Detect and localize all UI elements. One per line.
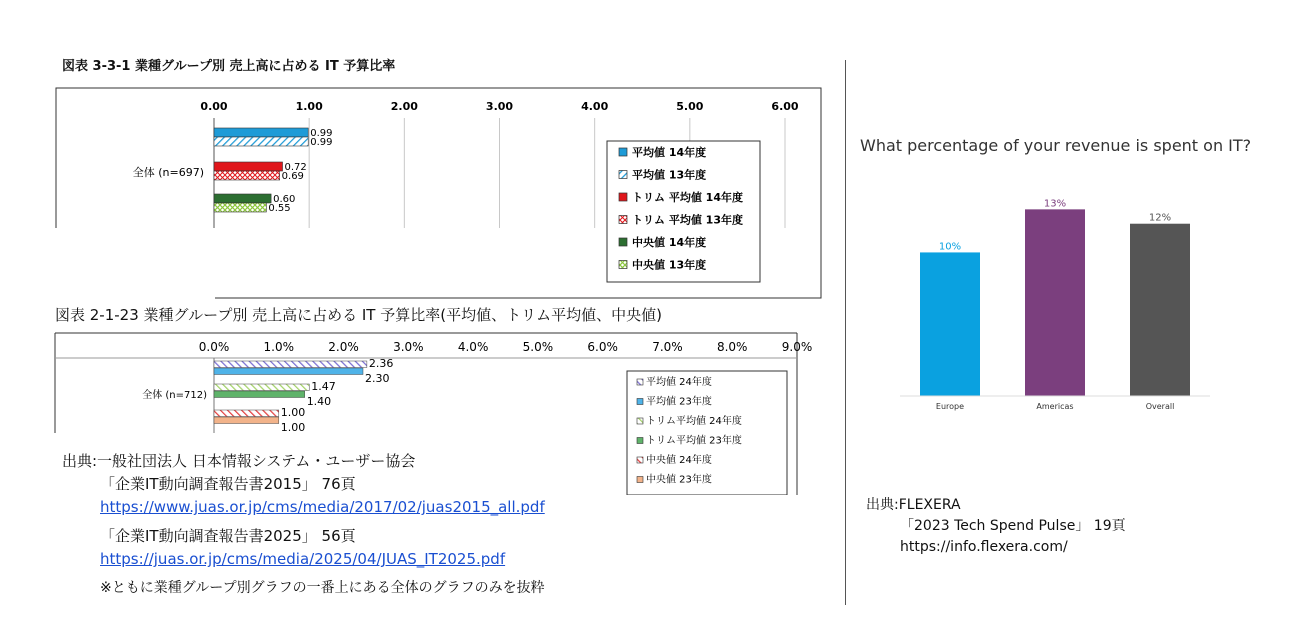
chart2-legend-label: 平均値 24年度 [646, 377, 712, 388]
chart2-data-label: 1.40 [306, 395, 332, 408]
chart1-data-label: 0.99 [310, 137, 333, 148]
chart2-legend-swatch [637, 438, 643, 444]
source-left-url2-link[interactable]: https://juas.or.jp/cms/media/2025/04/JUAS_IT2025.pdf [100, 550, 506, 568]
chart3-data-label: 13% [1043, 198, 1067, 210]
chart1-data-label: 0.60 [273, 194, 296, 205]
chart2-tick-label: 3.0% [393, 340, 424, 354]
chart1-legend-label: 平均値 14年度 [632, 146, 707, 159]
chart2-tick-label: 1.0% [263, 340, 295, 354]
source-left [62, 450, 545, 600]
chart1-svg [0, 0, 845, 300]
chart1-legend-swatch [619, 238, 627, 246]
chart2-legend-label: 中央値 23年度 [646, 474, 712, 486]
divider-line [845, 60, 846, 605]
chart1-bar [214, 203, 266, 212]
chart1-data-label: 0.99 [310, 128, 333, 139]
chart2-legend-swatch [637, 399, 643, 405]
chart1-data-label: 0.72 [284, 162, 307, 173]
source-left-note: ※ともに業種グループ別グラフの一番上にある全体のグラフのみを抜粋 [100, 580, 545, 596]
source-right [866, 495, 1126, 558]
chart2-tick-label: 6.0% [587, 340, 618, 354]
chart1-legend-swatch [619, 261, 627, 269]
chart3-category-label: Americas [1036, 402, 1074, 411]
source-left-prefix: 出典:一般社団法人 日本情報システム・ユーザー協会 [62, 452, 416, 470]
chart1-tick-label: 4.00 [581, 100, 609, 113]
chart1-legend-label: 平均値 13年度 [632, 168, 707, 182]
chart1-data-label: 0.69 [281, 171, 304, 182]
chart2-tick-label: 9.0% [781, 340, 813, 354]
chart3-bar [1025, 209, 1085, 396]
chart2-title: 図表 2-1-23 業種グループ別 売上高に占める IT 予算比率(平均値、トリム平均値、中央値) [55, 306, 662, 324]
chart1-bar [214, 171, 280, 180]
chart3-bar [1130, 224, 1190, 396]
chart2-data-label: 2.36 [368, 357, 394, 370]
chart3-data-label: 10% [938, 241, 962, 253]
chart1-title: 図表 3-3-1 業種グループ別 売上高に占める IT 予算比率 [62, 59, 396, 74]
source-left-report2: 「企業IT動向調査報告書2025」 56頁 [100, 527, 356, 545]
chart3-bar [920, 252, 980, 396]
chart2-tick-label: 8.0% [716, 340, 748, 354]
chart1-tick-label: 1.00 [295, 100, 323, 113]
chart2-tick-label: 4.0% [457, 340, 489, 354]
chart3-title: What percentage of your revenue is spent on IT? [860, 136, 1252, 155]
chart2-bar [214, 391, 305, 398]
chart1-tick-label: 6.00 [771, 100, 799, 113]
chart2-legend-swatch [637, 418, 643, 424]
chart2-tick-label: 0.0% [198, 340, 230, 354]
chart2-bar [214, 410, 279, 417]
chart1-legend-swatch [619, 148, 627, 156]
chart1-crop-mask [50, 228, 215, 300]
chart2-bar [214, 384, 309, 391]
chart1-legend-label: トリム 平均値 13年度 [632, 213, 743, 227]
chart3-category-label: Europe [935, 402, 965, 411]
chart2-bar [214, 368, 363, 375]
chart1-legend-swatch [619, 171, 627, 179]
chart1-tick-label: 0.00 [200, 100, 228, 113]
chart2-data-label: 1.00 [280, 421, 306, 434]
chart1-bar [214, 162, 283, 171]
chart1-legend-label: 中央値 13年度 [632, 258, 707, 272]
source-left-url1-link[interactable]: https://www.juas.or.jp/cms/media/2017/02/juas2015_all.pdf [100, 498, 545, 516]
chart2-legend-swatch [637, 457, 643, 463]
chart2-tick-label: 7.0% [652, 340, 683, 354]
chart1-data-label: 0.55 [268, 203, 291, 214]
chart1-legend [607, 141, 760, 282]
chart2-tick-label: 5.0% [522, 340, 554, 354]
chart2-legend-label: 中央値 24年度 [646, 455, 712, 466]
source-right-report: 「2023 Tech Spend Pulse」 19頁 [900, 518, 1126, 534]
source-right-url: https://info.flexera.com/ [900, 539, 1068, 555]
chart2-bar [214, 417, 279, 424]
source-left-report1: 「企業IT動向調査報告書2015」 76頁 [100, 475, 356, 493]
chart3-svg [880, 195, 1240, 425]
source-right-prefix: 出典:FLEXERA [866, 497, 961, 513]
chart1-bar [214, 137, 308, 146]
chart2-bar [214, 361, 367, 368]
chart1-legend-swatch [619, 216, 627, 224]
chart2-category-label: 全体 (n=712) [142, 390, 207, 401]
chart2-legend-label: 平均値 23年度 [646, 396, 712, 408]
chart2-legend-label: トリム平均値 24年度 [646, 416, 742, 427]
chart1-tick-label: 2.00 [390, 100, 418, 113]
chart2-legend-swatch [637, 379, 643, 385]
chart1-bar [214, 194, 271, 203]
chart1-legend-swatch [619, 193, 627, 201]
chart1-bar [214, 128, 308, 137]
chart2-legend-swatch [637, 477, 643, 483]
chart1-category-label: 全体 (n=697) [132, 166, 204, 179]
chart2-tick-label: 2.0% [328, 340, 359, 354]
chart1-tick-label: 3.00 [485, 100, 514, 113]
chart1-legend-label: 中央値 14年度 [632, 236, 707, 249]
chart1-legend-label: トリム 平均値 14年度 [632, 191, 743, 204]
chart2-data-label: 2.30 [364, 372, 390, 385]
chart3-data-label: 12% [1148, 212, 1172, 224]
chart2-data-label: 1.00 [280, 406, 306, 419]
chart2-legend [627, 371, 787, 495]
chart2-legend-label: トリム平均値 23年度 [646, 435, 742, 447]
chart1-tick-label: 5.00 [676, 100, 704, 113]
chart2-data-label: 1.47 [311, 380, 336, 393]
chart3-category-label: Overall [1145, 402, 1175, 411]
